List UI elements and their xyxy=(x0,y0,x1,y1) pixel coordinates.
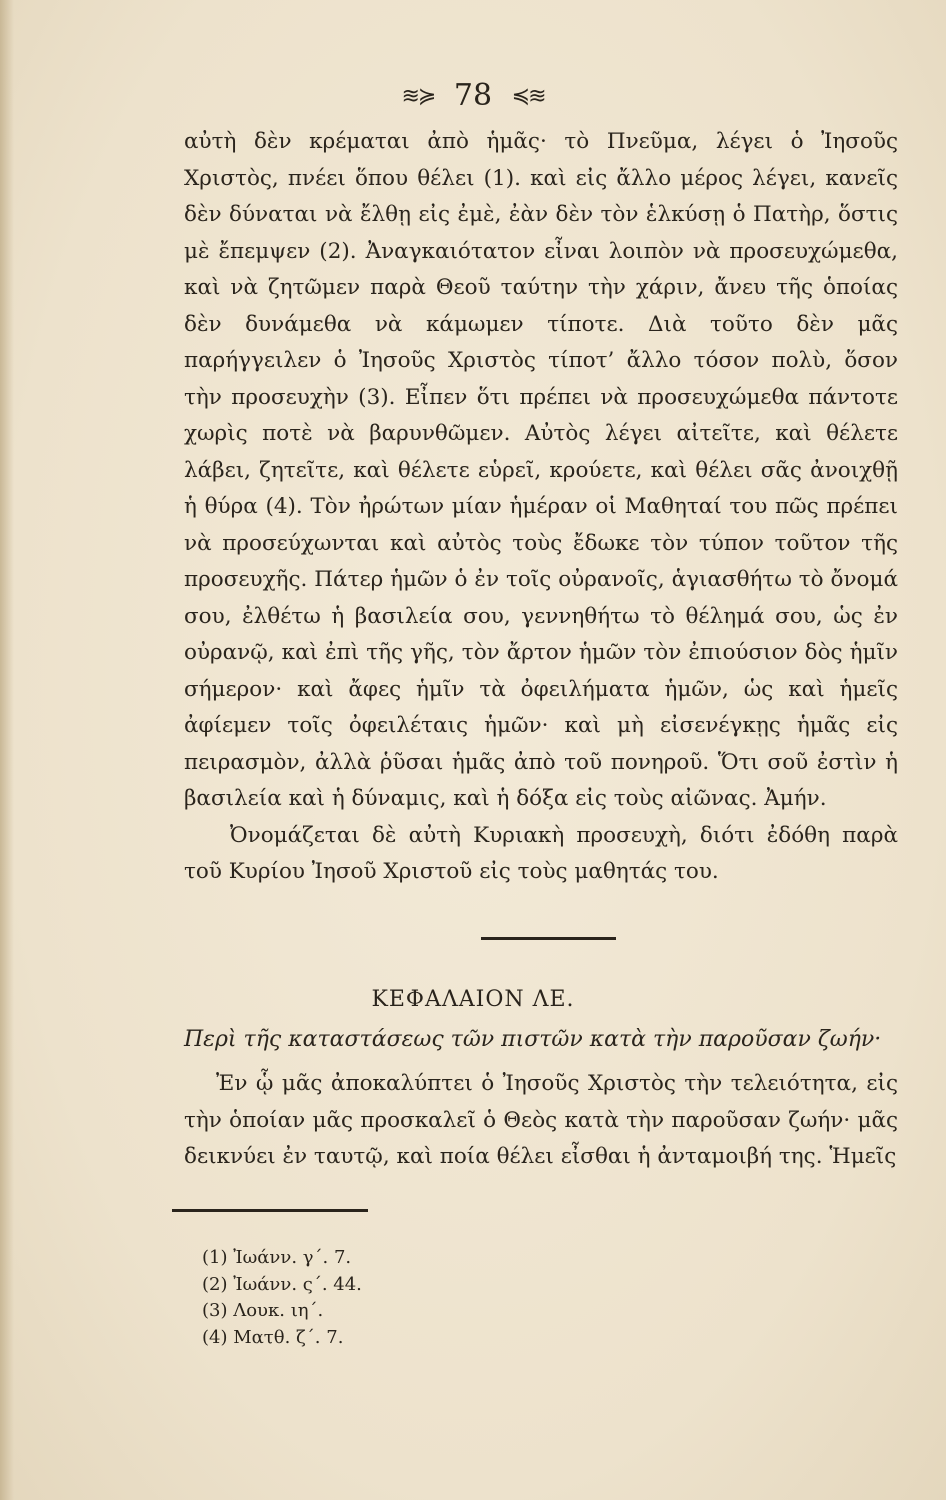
footnote-1: (1) Ἰωάνν. γ΄. 7. xyxy=(202,1247,352,1268)
left-ornament-icon: ≋≽ xyxy=(401,84,435,109)
page-number: 78 xyxy=(453,78,493,113)
right-ornament-icon: ≼≋ xyxy=(511,84,545,109)
chapter-body: Ἐν ᾧ μᾶς ἀποκαλύπτει ὁ Ἰησοῦς Χριστὸς τὴν τελειότητα, εἰς τὴν ὁποίαν μᾶς προσκαλεῖ ὁ Θεὸς κατὰ τὴν παροῦσαν ζωήν· μᾶς δεικνύει ἐν ταυτῷ, καὶ ποία θέλει εἶσθαι ἡ ἀνταμοιβή της. Ἡμεῖς xyxy=(184,1071,898,1169)
chapter-heading: ΚΕΦΑΛΑΙΟΝ ΛΕ. xyxy=(371,987,575,1012)
footnote-3: (3) Λουκ. ιη΄. xyxy=(202,1300,324,1321)
paragraph-2: Ὀνομάζεται δὲ αὐτὴ Κυριακὴ προσευχὴ, διότι ἐδόθη παρὰ τοῦ Κυρίου Ἰησοῦ Χριστοῦ εἰς τοὺς μαθητάς του. xyxy=(184,822,898,884)
paragraph-1: αὐτὴ δὲν κρέμαται ἀπὸ ἡμᾶς· τὸ Πνεῦμα, λέγει ὁ Ἰησοῦς Χριστὸς, πνέει ὅπου θέλει (1). καὶ εἰς ἄλλο μέρος λέγει, κανεῖς δὲν δύναται νὰ ἔλθῃ εἰς ἐμὲ, ἐὰν δὲν τὸν ἑλκύσῃ ὁ Πατὴρ, ὅστις μὲ ἔπεμψεν (2). Ἀναγκαιότατον εἶναι λοιπὸν νὰ προσευχώμεθα, καὶ νὰ ζητῶμεν παρὰ Θεοῦ ταύτην τὴν χάριν, ἄνευ τῆς ὁποίας δὲν δυνάμεθα νὰ κάμωμεν τίποτε. Διὰ τοῦτο δὲν μᾶς παρήγγειλεν ὁ Ἰησοῦς Χριστὸς τίποτ’ ἄλλο τόσον πολὺ, ὅσον τὴν προσευχὴν (3). Εἶπεν ὅτι πρέπει νὰ προσευχώμεθα πάντοτε χωρὶς ποτὲ νὰ βαρυνθῶμεν. Αὐτὸς λέγει αἰτεῖτε, καὶ θέλετε λάβει, ζητεῖτε, καὶ θέλετε εὑρεῖ, κρούετε, καὶ θέλει σᾶς ἀνοιχθῇ ἡ θύρα (4). Τὸν ἠρώτων μίαν ἡμέραν οἱ Μαθηταί του πῶς πρέπει νὰ προσεύχωνται καὶ αὐτὸς τοὺς ἔδωκε τὸν τύπον τοῦτον τῆς προσευχῆς. Πάτερ ἡμῶν ὁ ἐν τοῖς οὐρανοῖς, ἁγιασθήτω τὸ ὄνομά σου, ἐλθέτω ἡ βασιλεία σου, γεννηθήτω τὸ θέλημά σου, ὡς ἐν οὐρανῷ, καὶ ἐπὶ τῆς γῆς, τὸν ἄρτον ἡμῶν τὸν ἐπιούσιον δὸς ἡμῖν σήμερον· καὶ ἄφες ἡμῖν τὰ ὀφειλήματα ἡμῶν, ὡς καὶ ἡμεῖς ἀφίεμεν τοῖς ὀφειλέταις ἡμῶν· καὶ μὴ εἰσενέγκῃς ἡμᾶς εἰς πειρασμὸν, ἀλλὰ ῥῦσαι ἡμᾶς ἀπὸ τοῦ πονηροῦ. Ὅτι σοῦ ἐστὶν ἡ βασιλεία καὶ ἡ δύναμις, καὶ ἡ δόξα εἰς τοὺς αἰῶνας. Ἀμήν. xyxy=(184,129,898,811)
footnote-rule xyxy=(172,1209,368,1212)
binding-shadow xyxy=(0,0,14,1500)
section-divider xyxy=(481,937,616,940)
footnote-4: (4) Ματθ. ζ΄. 7. xyxy=(202,1326,344,1348)
chapter-subtitle: Περὶ τῆς καταστάσεως τῶν πιστῶν κατὰ τὴν παροῦσαν ζωήν· xyxy=(184,1027,882,1052)
footnote-2: (2) Ἰωάνν. ς΄. 44. xyxy=(202,1273,362,1295)
footnotes xyxy=(202,1245,362,1351)
page-header xyxy=(0,78,946,115)
main-text xyxy=(184,124,898,891)
